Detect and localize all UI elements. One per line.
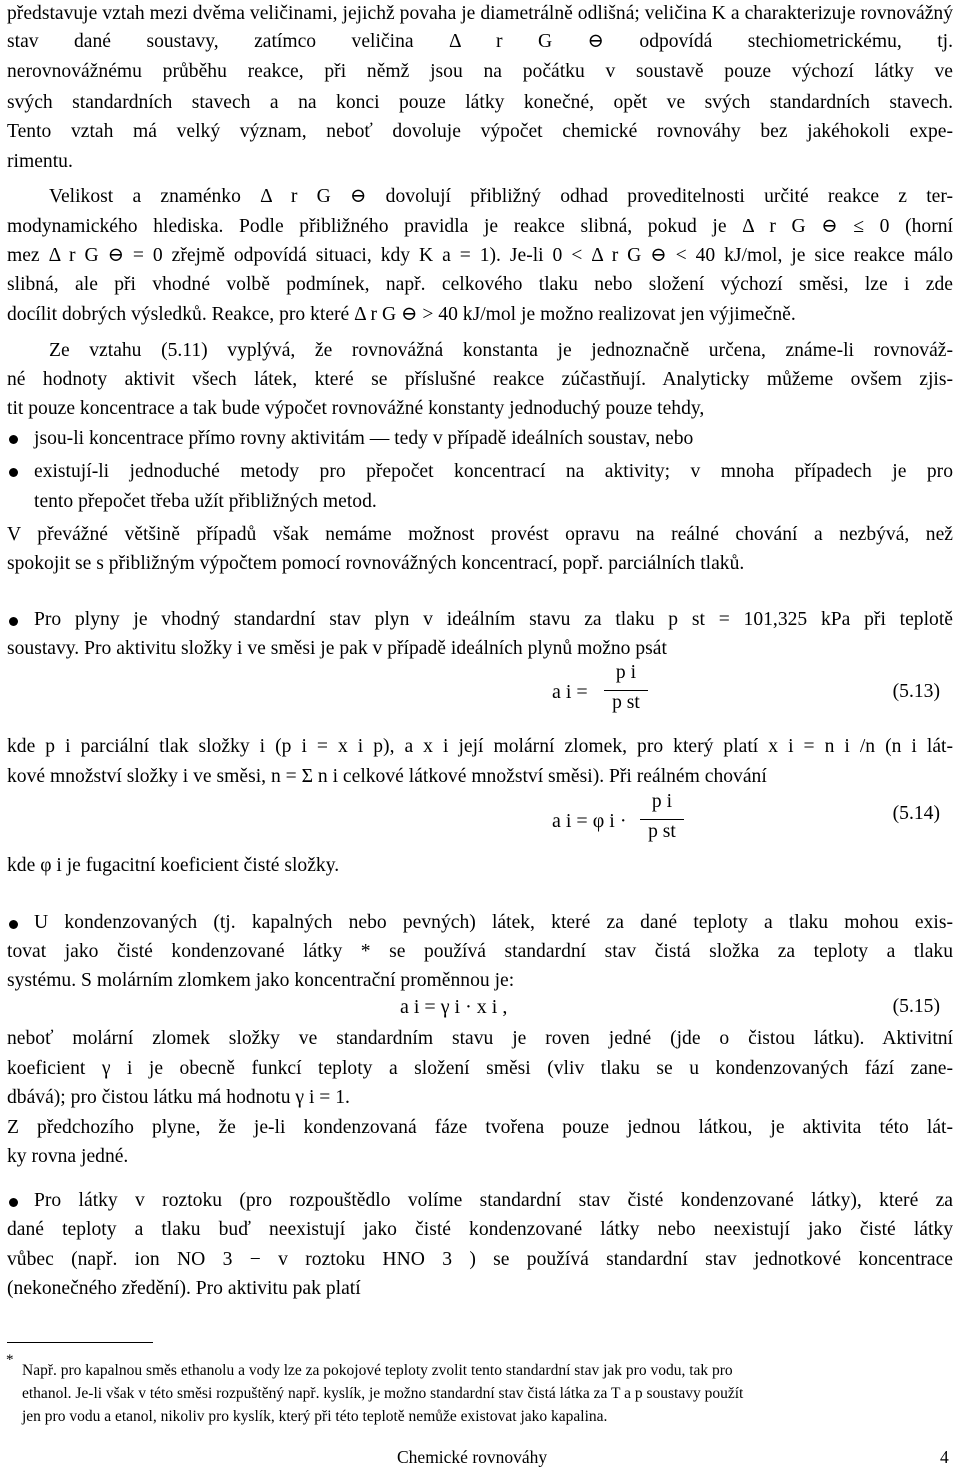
- text-line: neboť molární zlomek složky ve standardním stavu je roven jedné (jde o čistou látku). Aktivitní: [7, 1028, 953, 1049]
- text-line: rimentu.: [7, 151, 73, 172]
- text-line: svých standardních stavech a na konci pouze látky konečné, opět ve svých standardních stavech.: [7, 92, 953, 113]
- text-line: ky rovna jedné.: [7, 1146, 129, 1167]
- text-line: slibná, ale při vhodné volbě podmínek, např. celkového tlaku nebo složení výchozí směsi, lze i zde: [7, 274, 953, 295]
- text-line: (nekonečného zředění). Pro aktivitu pak platí: [7, 1278, 361, 1299]
- footnote-line: jen pro vodu a etanol, nikoliv pro kyslík, který při této teplotě nemůže existovat jako kapalina.: [22, 1408, 608, 1425]
- text-line: tento přepočet třeba užít přibližných metod.: [34, 491, 377, 512]
- bullet-icon: [9, 617, 18, 626]
- bullet-icon: [9, 1198, 18, 1207]
- footer-title: Chemické rovnováhy: [397, 1447, 548, 1467]
- equation-5-15: a i = γ i · x i ,: [400, 996, 508, 1018]
- text-line: soustavy. Pro aktivitu složky i ve směsi je pak v případě ideálních plynů možno psát: [7, 638, 667, 659]
- equation-lhs: a i = φ i ·: [552, 810, 627, 832]
- text-line: systému. S molárním zlomkem jako koncentrační proměnnou je:: [7, 970, 515, 991]
- text-line: jsou-li koncentrace přímo rovny aktivitám — tedy v případě ideálních soustav, nebo: [34, 428, 694, 449]
- text-line: spokojit se s přibližným výpočtem pomocí rovnovážných koncentrací, popř. parciálních tlaků.: [7, 553, 745, 574]
- text-line: kde φ i je fugacitní koeficient čisté složky.: [7, 855, 340, 876]
- text-line: Velikost a znaménko Δ r G ⊖ dovolují přibližný odhad proveditelnosti určité reakce z ter-: [49, 186, 953, 207]
- text-line: Pro látky v roztoku (pro rozpouštědlo volíme standardní stav čisté kondenzované látky), které za: [34, 1190, 953, 1211]
- text-line: nerovnovážnému průběhu reakce, při němž jsou na počátku v soustavě pouze výchozí látky ve: [7, 61, 953, 82]
- footnote-line: ethanol. Je-li však v této směsi rozpuštěný např. kyslík, je možno standardní stav čistá látka za T a p soustavy použít: [22, 1385, 744, 1402]
- text-line: kde p i parciální tlak složky i (p i = x i p), a x i její molární zlomek, pro který platí x i = n i /n (n i lát-: [7, 736, 953, 757]
- equation-number: (5.14): [892, 803, 940, 824]
- equation-lhs: a i =: [552, 681, 588, 703]
- fraction-denominator: p st: [612, 692, 640, 713]
- text-line: dbává); pro čistou látku má hodnotu γ i = 1.: [7, 1087, 350, 1108]
- text-line: modynamického hlediska. Podle přibližného pravidla je reakce slibná, pokud je Δ r G ⊖ ≤ 0 (horní: [7, 216, 953, 237]
- text-line: tit pouze koncentrace a tak bude výpočet rovnovážné konstanty jednoduchý pouze tehdy,: [7, 398, 705, 419]
- equation-number: (5.13): [892, 681, 940, 702]
- text-line: Ze vztahu (5.11) vyplývá, že rovnovážná konstanta je jednoznačně určena, známe-li rovnováž-: [49, 340, 953, 361]
- text-line: tovat jako čisté kondenzované látky * se používá standardní stav čistá složka za teploty a tlaku: [7, 941, 953, 962]
- footnote-mark: *: [6, 1352, 14, 1368]
- text-line: existují-li jednoduché metody pro přepočet koncentrací na aktivity; v mnoha případech je pro: [34, 461, 953, 482]
- text-line: docílit dobrých výsledků. Reakce, pro které Δ r G ⊖ > 40 kJ/mol je možno realizovat jen výjimečně.: [7, 304, 796, 325]
- page-number: 4: [940, 1447, 949, 1467]
- fraction-numerator: p i: [651, 791, 673, 812]
- text-line: Pro plyny je vhodný standardní stav plyn v ideálním stavu za tlaku p st = 101,325 kPa při teplotě: [34, 609, 953, 630]
- equation-number: (5.15): [892, 996, 940, 1017]
- text-line: mez Δ r G ⊖ = 0 zřejmě odpovídá situaci, kdy K a = 1). Je-li 0 < Δ r G ⊖ < 40 kJ/mol, je sice reakce málo: [7, 245, 953, 266]
- footnote-line: Např. pro kapalnou směs ethanolu a vody lze za pokojové teploty zvolit tento standardní stav jak pro vodu, tak pro: [22, 1362, 733, 1379]
- text-line: Z předchozího plyne, že je-li kondenzovaná fáze tvořena pouze jednou látkou, je aktivita této lát-: [7, 1117, 953, 1138]
- text-line: kové množství složky i ve směsi, n = Σ n i celkové látkové množství směsi). Při reálném chování: [7, 766, 767, 787]
- bullet-icon: [9, 435, 18, 444]
- bullet-icon: [9, 920, 18, 929]
- text-line: dané teploty a tlaku buď neexistují jako čisté kondenzované látky nebo neexistují jako čisté látky: [7, 1219, 953, 1240]
- fraction-denominator: p st: [648, 821, 676, 842]
- text-line: né hodnoty aktivit všech látek, které se příslušné reakce zúčastňují. Analyticky můžeme ovšem zjis-: [7, 369, 953, 390]
- bullet-icon: [9, 468, 18, 477]
- text-line: V převážné většině případů však nemáme možnost provést opravu na reálné chování a nezbývá, než: [7, 524, 953, 545]
- footnote-rule: [7, 1342, 153, 1343]
- text-line: vůbec (např. ion NO 3 − v roztoku HNO 3 ) se používá standardní stav jednotkové koncentrace: [7, 1249, 953, 1270]
- text-line: představuje vztah mezi dvěma veličinami, jejichž povaha je diametrálně odlišná; veličina K a charakterizuje rovnovážný stav dané soustavy, zatímco veličina Δ r G ⊖ odpovídá stechiometrickému, tj.: [7, 3, 953, 52]
- text-line: koeficient γ i je obecně funkcí teploty a složení směsi (vliv tlaku se u kondenzovaných fází zane-: [7, 1058, 953, 1079]
- text-line: U kondenzovaných (tj. kapalných nebo pevných) látek, které za dané teploty a tlaku mohou exis-: [34, 912, 953, 933]
- text-line: Tento vztah má velký význam, neboť dovoluje výpočet chemické rovnováhy bez jakéhokoli expe-: [7, 121, 953, 142]
- fraction-numerator: p i: [615, 662, 637, 683]
